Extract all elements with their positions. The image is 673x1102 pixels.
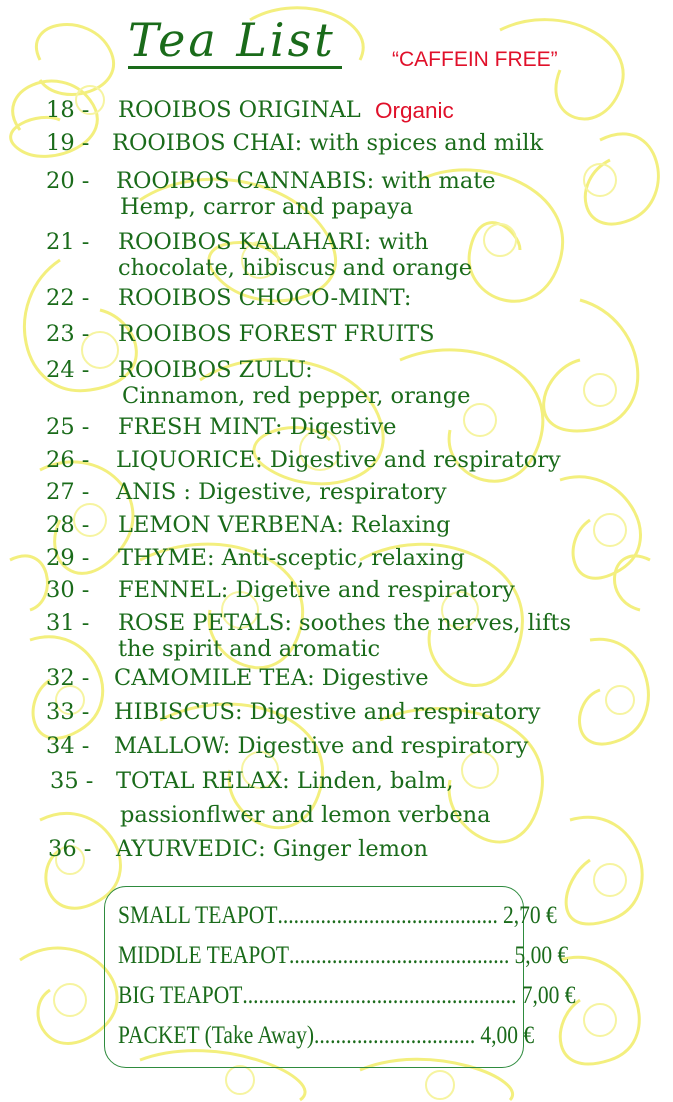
tea-item-number: 26 - (46, 447, 90, 473)
tea-item-name: TOTAL RELAX: Linden, balm, (116, 768, 454, 794)
tea-item-name: ROOIBOS ORIGINAL (118, 97, 361, 123)
tea-item-number: 22 - (46, 285, 90, 311)
price-leader-dots: .............................. (313, 1022, 476, 1049)
tea-item-number: 31 - (46, 610, 90, 636)
tea-item-name: ANIS : Digestive, respiratory (116, 479, 447, 505)
caffeine-free-label: “CAFFEIN FREE” (392, 48, 558, 71)
price-value: 5,00 € (514, 942, 569, 969)
tea-item-number: 25 - (46, 414, 90, 440)
tea-item-number: 27 - (46, 479, 90, 505)
tea-item-name: FENNEL: Digetive and respiratory (118, 577, 515, 603)
tea-item-name: ROOIBOS CHOCO-MINT: (118, 285, 412, 311)
tea-item-name: ROSE PETALS: soothes the nerves, lifts (118, 610, 571, 636)
price-row (118, 942, 569, 970)
tea-item-number: 34 - (46, 733, 90, 759)
tea-item-description: passionflwer and lemon verbena (120, 802, 491, 828)
price-label: PACKET (Take Away) (118, 1022, 314, 1049)
price-leader-dots: ......................................... (288, 942, 510, 969)
price-value: 2,70 € (503, 902, 557, 929)
page-title: Tea List (128, 14, 342, 69)
tea-item-number: 21 - (46, 229, 90, 255)
price-label: MIDDLE TEAPOT (118, 942, 289, 969)
price-value: 7,00 € (521, 982, 576, 1009)
tea-item-name: MALLOW: Digestive and respiratory (114, 733, 529, 759)
tea-item-number: 18 - (46, 97, 90, 123)
tea-item-name: THYME: Anti-sceptic, relaxing (118, 545, 465, 571)
tea-item-number: 33 - (46, 699, 90, 725)
price-row (118, 1022, 535, 1050)
price-label: BIG TEAPOT (118, 982, 243, 1009)
tea-item-number: 20 - (46, 168, 90, 194)
tea-item-description: Hemp, carror and papaya (120, 194, 414, 220)
tea-item-description: the spirit and aromatic (118, 636, 381, 662)
tea-item-number: 24 - (46, 357, 90, 383)
price-leader-dots: ......................................... (277, 902, 498, 929)
tea-item-name: ROOIBOS CHAI: with spices and milk (112, 130, 544, 156)
tea-item-description: Cinnamon, red pepper, orange (122, 383, 471, 409)
tea-item-name: LIQUORICE: Digestive and respiratory (116, 447, 561, 473)
tea-item-name: HIBISCUS: Digestive and respiratory (114, 699, 541, 725)
tea-item-name: AYURVEDIC: Ginger lemon (116, 836, 429, 862)
tea-item-name: CAMOMILE TEA: Digestive (114, 665, 429, 691)
tea-item-name: LEMON VERBENA: Relaxing (118, 512, 451, 538)
tea-item-number: 35 - (50, 768, 94, 794)
price-leader-dots: ................................................... (242, 982, 517, 1009)
tea-item-number: 28 - (46, 512, 90, 538)
tea-item-description: chocolate, hibiscus and orange (118, 255, 473, 281)
price-value: 4,00 € (480, 1022, 535, 1049)
tea-item-name: ROOIBOS FOREST FRUITS (118, 321, 435, 347)
tea-item-name: ROOIBOS KALAHARI: with (118, 229, 429, 255)
tea-item-number: 29 - (46, 545, 90, 571)
tea-item-name: FRESH MINT: Digestive (118, 414, 397, 440)
tea-item-number: 19 - (46, 130, 90, 156)
price-label: SMALL TEAPOT (118, 902, 278, 929)
price-row (118, 982, 576, 1010)
tea-item-name: ROOIBOS CANNABIS: with mate (116, 168, 496, 194)
tea-item-name: ROOIBOS ZULU: (118, 357, 313, 383)
tea-item-number: 30 - (46, 577, 90, 603)
tea-item-number: 32 - (46, 665, 90, 691)
tea-item-number: 23 - (46, 321, 90, 347)
price-row (118, 902, 557, 930)
organic-tag: Organic (375, 98, 454, 123)
tea-item-number: 36 - (48, 836, 92, 862)
